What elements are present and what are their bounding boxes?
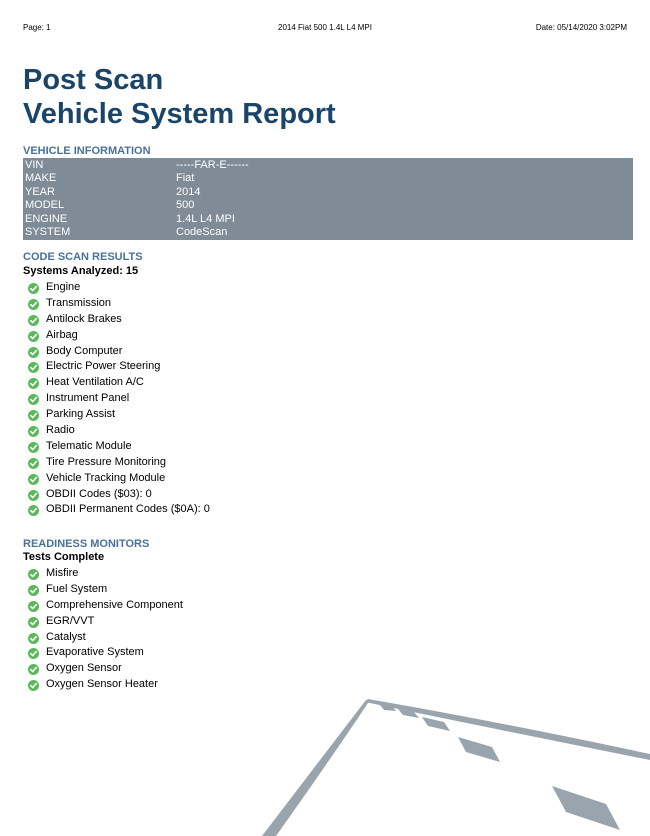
check-circle-icon: [28, 378, 39, 389]
list-item: [27, 439, 210, 455]
list-item-label: Misfire: [46, 567, 79, 579]
vehicle-info-row: [23, 213, 633, 226]
list-item-label: Telematic Module: [46, 439, 132, 452]
check-circle-icon: [28, 474, 39, 485]
check-circle-icon: [28, 680, 39, 691]
check-circle-icon: [28, 505, 39, 516]
check-circle-icon: [28, 490, 39, 501]
list-item: [27, 645, 183, 661]
list-item: [27, 312, 210, 328]
readiness-monitors-heading: READINESS MONITORS: [23, 538, 150, 550]
check-circle-icon: [28, 283, 39, 294]
vehicle-info-label: ENGINE: [25, 212, 68, 225]
code-scan-heading: CODE SCAN RESULTS: [23, 251, 143, 263]
list-item-label: Radio: [46, 424, 75, 437]
list-item: [27, 630, 183, 646]
code-scan-list: [27, 280, 210, 518]
list-item-label: Engine: [46, 281, 81, 293]
check-circle-icon: [28, 315, 39, 326]
list-item: [27, 407, 210, 423]
check-circle-icon: [28, 601, 39, 612]
tests-complete: Tests Complete: [23, 551, 105, 563]
vehicle-info-value: -----FAR-E------: [176, 159, 249, 171]
check-circle-icon: [28, 362, 39, 373]
vehicle-info-row: [23, 159, 633, 172]
check-circle-icon: [28, 458, 39, 469]
vehicle-info-value: 2014: [176, 185, 201, 198]
list-item: [27, 296, 210, 312]
page-header: [23, 23, 627, 35]
list-item-label: OBDII Permanent Codes ($0A): 0: [46, 503, 210, 516]
vehicle-info-value: CodeScan: [176, 225, 228, 238]
list-item: [27, 455, 210, 471]
readiness-list: [27, 566, 183, 693]
check-circle-icon: [28, 442, 39, 453]
list-item: [27, 661, 183, 677]
vehicle-info-label: MODEL: [25, 199, 65, 212]
list-item: [27, 359, 210, 375]
list-item-label: Instrument Panel: [46, 392, 130, 405]
check-circle-icon: [28, 664, 39, 675]
list-item: [27, 502, 210, 518]
vehicle-info-label: MAKE: [25, 172, 57, 185]
list-item: [27, 598, 183, 614]
report-title-line-1: Post Scan: [23, 64, 164, 96]
list-item: [27, 566, 183, 582]
vehicle-info-row: [23, 226, 633, 239]
check-circle-icon: [28, 410, 39, 421]
check-circle-icon: [28, 617, 39, 628]
check-circle-icon: [28, 331, 39, 342]
list-item-label: Vehicle Tracking Module: [46, 471, 166, 484]
list-item-label: Antilock Brakes: [46, 312, 122, 325]
vehicle-info-row: [23, 172, 633, 185]
report-date: Date: 05/14/2020 3:02PM: [535, 23, 627, 32]
list-item-label: Tire Pressure Monitoring: [46, 455, 167, 468]
vehicle-info-value: 500: [176, 199, 195, 212]
vehicle-info-value: 1.4L L4 MPI: [176, 212, 235, 225]
vehicle-information-heading: VEHICLE INFORMATION: [23, 145, 151, 157]
vehicle-info-row: [23, 186, 633, 199]
list-item: [27, 328, 210, 344]
page-number: Page: 1: [23, 23, 51, 32]
list-item-label: Oxygen Sensor: [46, 662, 122, 675]
list-item-label: Fuel System: [46, 582, 108, 595]
check-circle-icon: [28, 426, 39, 437]
vehicle-info-value: Fiat: [176, 172, 195, 185]
vehicle-info-row: [23, 199, 633, 212]
check-circle-icon: [28, 299, 39, 310]
vehicle-info-label: SYSTEM: [25, 225, 71, 238]
list-item-label: Catalyst: [46, 630, 86, 643]
list-item: [27, 375, 210, 391]
list-item: [27, 423, 210, 439]
check-circle-icon: [28, 648, 39, 659]
list-item: [27, 614, 183, 630]
systems-analyzed: Systems Analyzed: 15: [23, 265, 139, 277]
list-item-label: Electric Power Steering: [46, 360, 161, 373]
check-circle-icon: [28, 347, 39, 358]
list-item-label: Evaporative System: [46, 646, 144, 659]
list-item-label: EGR/VVT: [46, 614, 95, 627]
list-item-label: Parking Assist: [46, 408, 116, 421]
list-item: [27, 487, 210, 503]
vehicle-summary: 2014 Fiat 500 1.4L L4 MPI: [278, 23, 372, 32]
report-title-line-2: Vehicle System Report: [23, 98, 336, 130]
vehicle-information-table: [23, 158, 633, 240]
list-item: [27, 677, 183, 693]
list-item-label: Heat Ventilation A/C: [46, 376, 144, 389]
vehicle-info-label: YEAR: [25, 185, 55, 198]
list-item-label: Comprehensive Component: [46, 598, 183, 611]
list-item: [27, 391, 210, 407]
check-circle-icon: [28, 569, 39, 580]
check-circle-icon: [28, 585, 39, 596]
list-item: [27, 280, 210, 296]
report-title: [23, 63, 336, 131]
check-circle-icon: [28, 633, 39, 644]
check-circle-icon: [28, 394, 39, 405]
vehicle-info-label: VIN: [25, 159, 44, 171]
list-item-label: Airbag: [46, 328, 78, 341]
list-item: [27, 582, 183, 598]
list-item-label: Body Computer: [46, 344, 123, 357]
list-item-label: Transmission: [46, 296, 111, 309]
list-item: [27, 344, 210, 360]
list-item: [27, 471, 210, 487]
list-item-label: Oxygen Sensor Heater: [46, 678, 158, 691]
list-item-label: OBDII Codes ($03): 0: [46, 487, 152, 500]
